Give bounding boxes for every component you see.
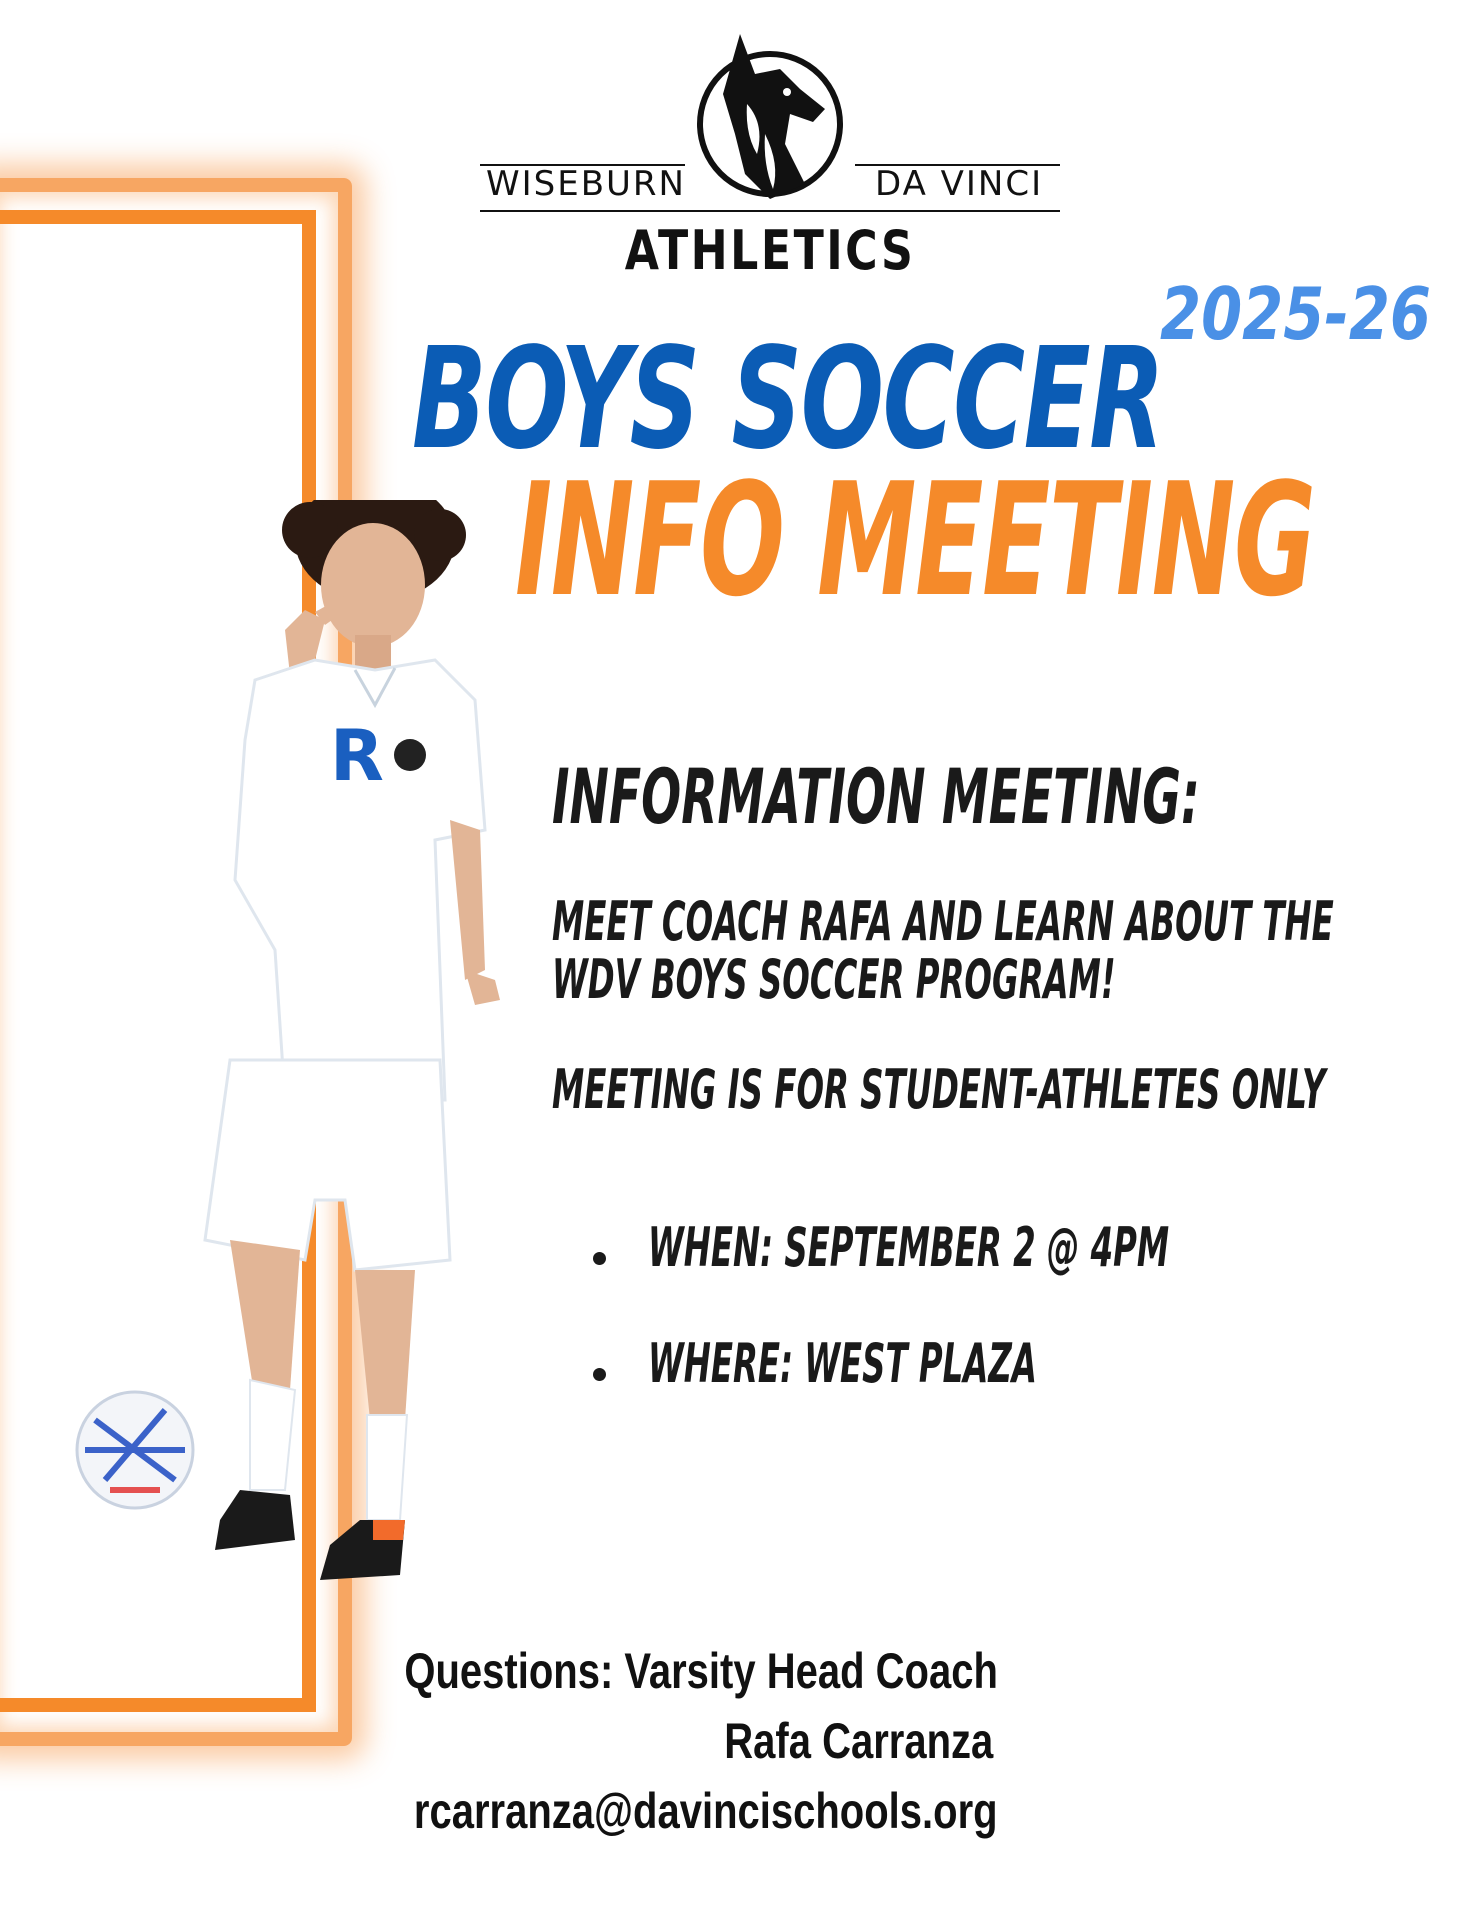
soccer-player-image — [55, 500, 535, 1680]
info-description-line2: WDV BOYS SOCCER PROGRAM! — [552, 948, 1116, 1011]
athletics-logo — [480, 14, 1060, 284]
info-description-line1: MEET COACH RAFA AND LEARN ABOUT THE — [552, 890, 1334, 953]
info-heading: INFORMATION MEETING: — [552, 752, 1200, 841]
title-info-meeting: INFO MEETING — [515, 449, 1315, 631]
svg-text:R: R — [330, 715, 384, 797]
bullet-icon — [593, 1252, 606, 1265]
bullet-where: WHERE: WEST PLAZA — [648, 1332, 1037, 1395]
title-boys-soccer: BOYS SOCCER — [412, 318, 1164, 481]
logo-wiseburn-text: WISEBURN — [486, 164, 686, 204]
season-label: 2025-26 — [1160, 272, 1431, 356]
contact-email[interactable]: rcarranza@davincischools.org — [414, 1783, 998, 1839]
logo-davinci-text: DA VINCI — [875, 164, 1044, 204]
info-note: MEETING IS FOR STUDENT-ATHLETES ONLY — [552, 1058, 1326, 1121]
bullet-icon — [593, 1368, 606, 1381]
logo-athletics-text: ATHLETICS — [624, 219, 916, 282]
wolf-icon — [685, 14, 855, 214]
contact-questions: Questions: Varsity Head Coach — [404, 1643, 998, 1699]
bullet-when: WHEN: SEPTEMBER 2 @ 4PM — [648, 1216, 1170, 1279]
contact-name: Rafa Carranza — [723, 1713, 993, 1769]
